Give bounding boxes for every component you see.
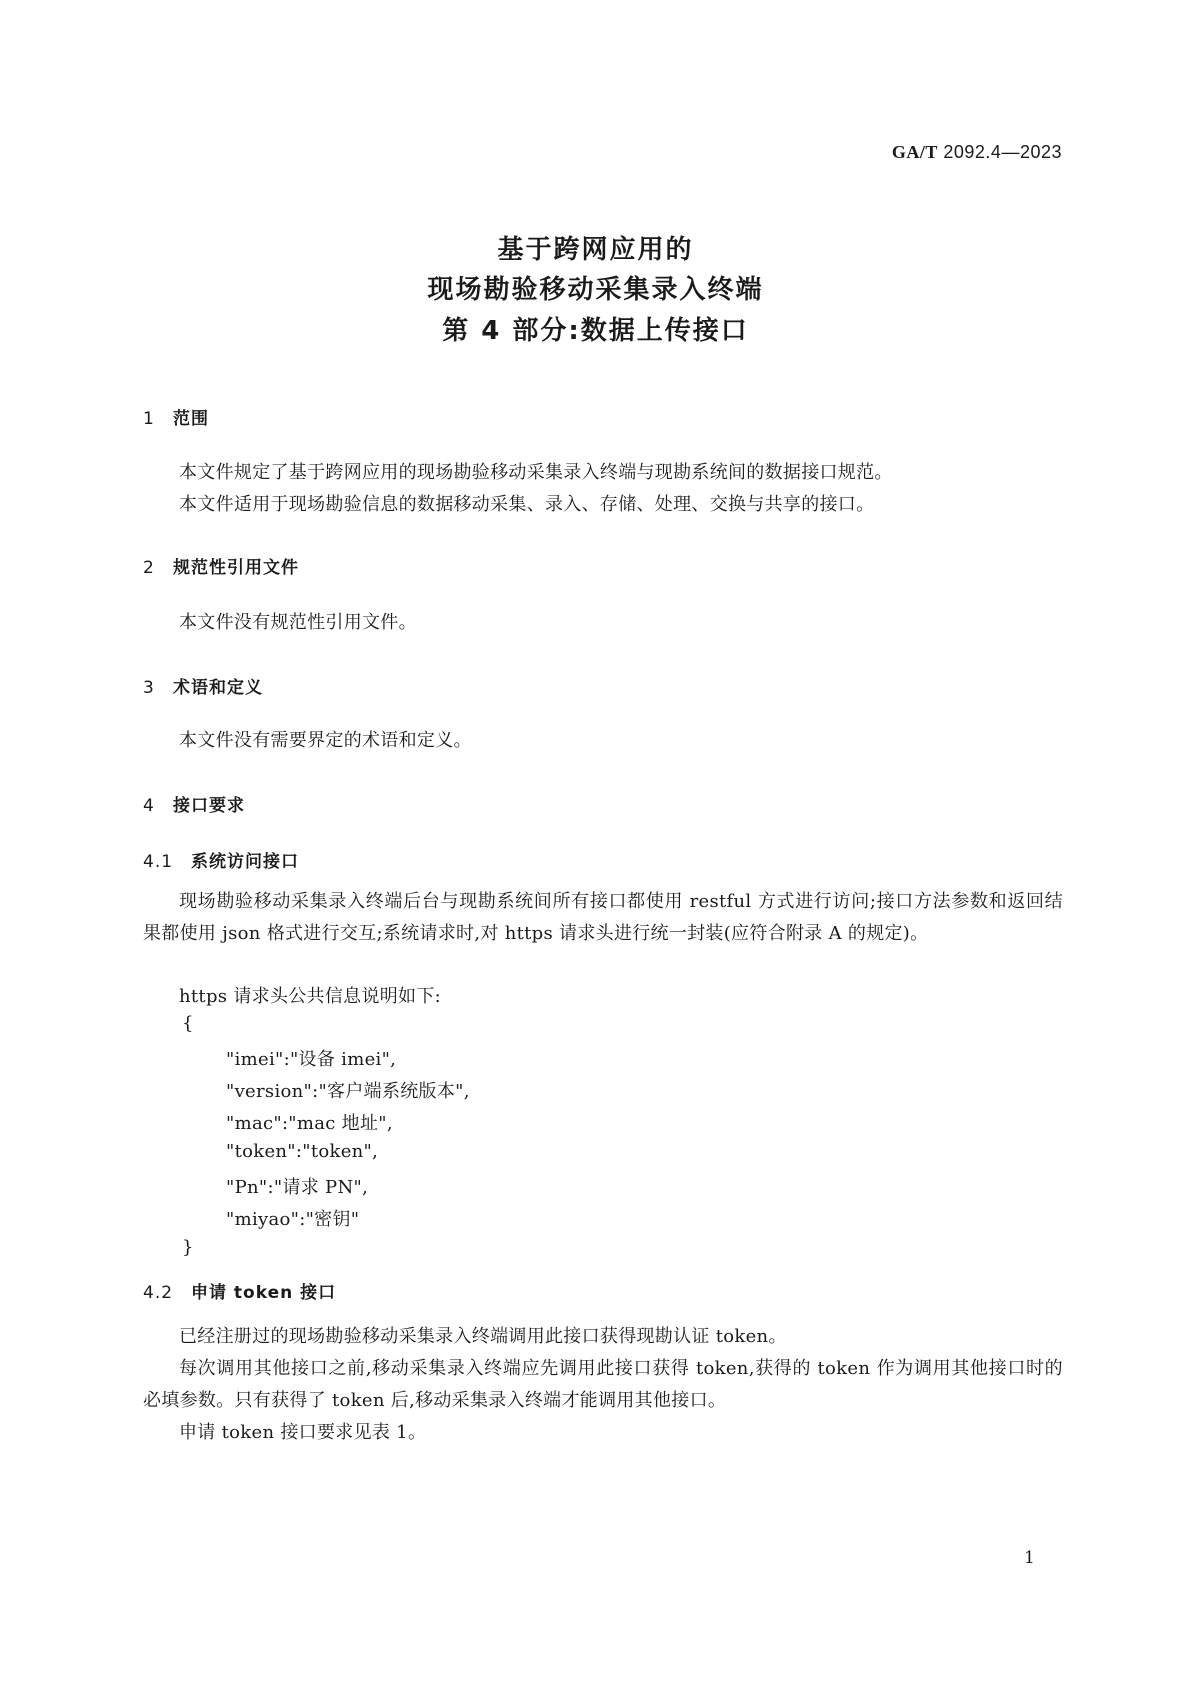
code-line: "Pn":"请求 PN", — [226, 1177, 369, 1198]
standard-code: 2092.4—2023 — [943, 142, 1062, 162]
section-title: 术语和定义 — [173, 678, 263, 698]
paragraph: 每次调用其他接口之前,移动采集录入终端应先调用此接口获得 token,获得的 token 作为调用其他接口时的必填参数。只有获得了 token 后,移动采集录入终端才能调用其他接口。 — [143, 1358, 1063, 1411]
paragraph: https 请求头公共信息说明如下: — [179, 986, 442, 1007]
section-4-heading — [143, 791, 245, 816]
code-close-brace: } — [182, 1237, 194, 1258]
section-number: 3 — [143, 678, 155, 698]
paragraph: 本文件没有规范性引用文件。 — [179, 612, 417, 633]
section-title: 申请 token 接口 — [191, 1283, 337, 1303]
title-line-3: 第 4 部分:数据上传接口 — [442, 316, 749, 346]
section-3-heading — [143, 673, 263, 698]
section-number: 4.2 — [143, 1283, 174, 1303]
paragraph: 本文件适用于现场勘验信息的数据移动采集、录入、存储、处理、交换与共享的接口。 — [179, 494, 875, 515]
page-number: 1 — [1024, 1548, 1035, 1568]
section-number: 4.1 — [143, 852, 174, 872]
standard-number — [892, 142, 1062, 163]
section-number: 1 — [143, 409, 155, 429]
section-4-2-heading — [143, 1278, 336, 1303]
paragraph: 申请 token 接口要求见表 1。 — [179, 1422, 427, 1443]
section-title: 范围 — [173, 409, 209, 429]
paragraph: 本文件规定了基于跨网应用的现场勘验移动采集录入终端与现勘系统间的数据接口规范。 — [179, 462, 893, 483]
code-line: "miyao":"密钥" — [226, 1209, 360, 1230]
standard-prefix: GA/T — [891, 142, 938, 162]
paragraph: 已经注册过的现场勘验移动采集录入终端调用此接口获得现勘认证 token。 — [179, 1326, 787, 1347]
section-number: 4 — [143, 796, 155, 816]
code-line: "token":"token", — [226, 1141, 379, 1162]
section-title: 规范性引用文件 — [173, 558, 299, 578]
section-title: 系统访问接口 — [191, 852, 299, 872]
code-line: "version":"客户端系统版本", — [226, 1081, 470, 1102]
section-2-heading — [143, 553, 299, 578]
section-4-1-heading — [143, 847, 299, 872]
title-line-2: 现场勘验移动采集录入终端 — [427, 275, 764, 305]
code-line: "imei":"设备 imei", — [226, 1049, 397, 1070]
section-number: 2 — [143, 558, 155, 578]
code-line: "mac":"mac 地址", — [226, 1113, 393, 1134]
paragraph: 本文件没有需要界定的术语和定义。 — [179, 730, 472, 751]
section-title: 接口要求 — [173, 796, 245, 816]
code-open-brace: { — [182, 1013, 194, 1034]
section-1-heading — [143, 404, 209, 429]
paragraph: 现场勘验移动采集录入终端后台与现勘系统间所有接口都使用 restful 方式进行访问;接口方法参数和返回结果都使用 json 格式进行交互;系统请求时,对 https 请求头进行统一封装(应符合附录 A 的规定)。 — [143, 891, 1063, 944]
title-line-1: 基于跨网应用的 — [497, 235, 694, 265]
